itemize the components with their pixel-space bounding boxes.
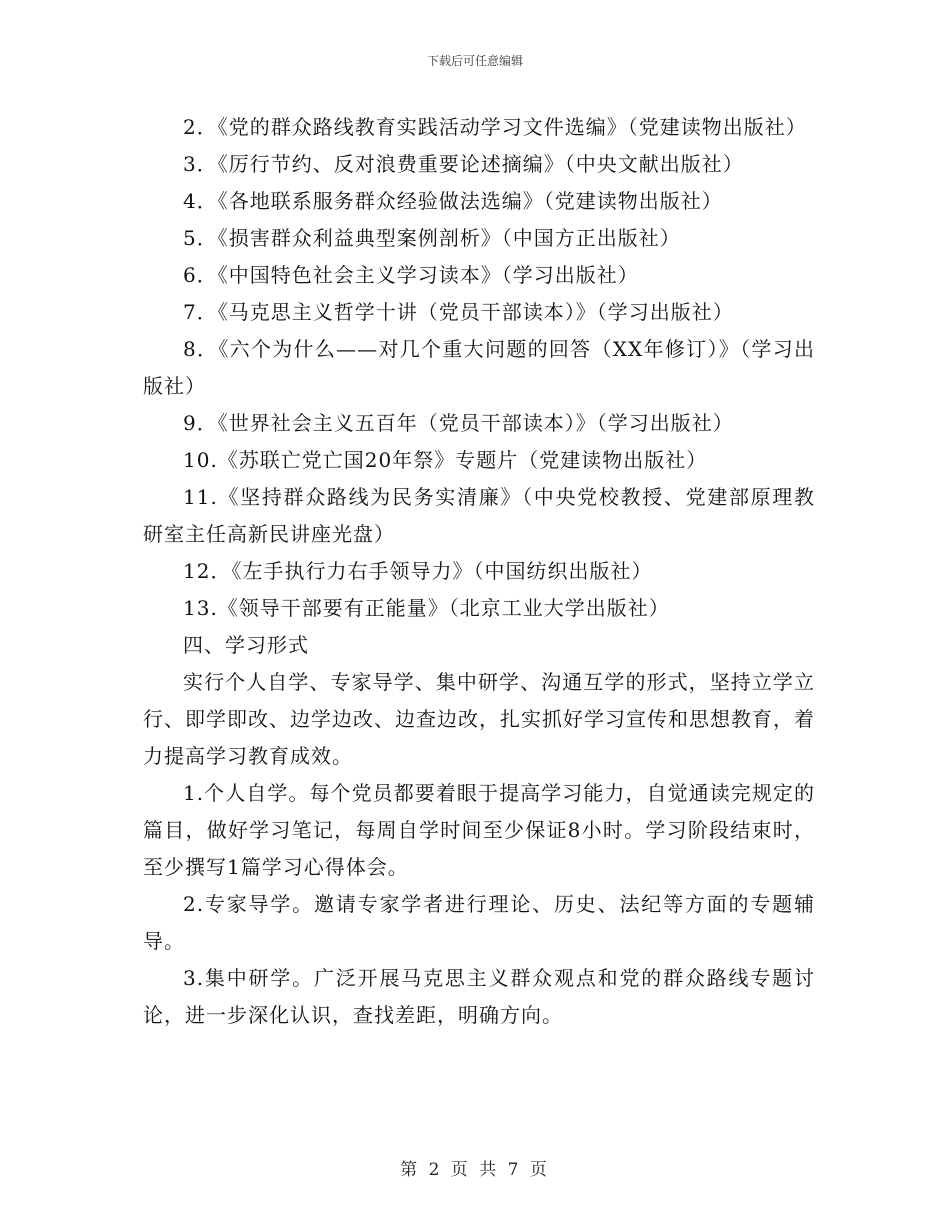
page-header: 下载后可任意编辑 xyxy=(426,54,523,68)
list-item-4: 4．《各地联系服务群众经验做法选编》（党建读物出版社） xyxy=(183,189,723,213)
list-item-11: 11.《坚持群众路线为民务实清廉》（中央党校教授、党建部原理教研室主任高新民讲座光盘） xyxy=(143,485,815,546)
body-paragraph: 实行个人自学、专家导学、集中研学、沟通互学的形式，坚持立学立行、即学即改、边学边改、边查边改，扎实抓好学习宣传和思想教育，着力提高学习教育成效。 xyxy=(143,670,815,768)
body-paragraph: 3.集中研学。广泛开展马克思主义群众观点和党的群众路线专题讨论，进一步深化认识，查找差距，明确方向。 xyxy=(143,966,815,1027)
list-item-10: 10.《苏联亡党亡国20年祭》专题片（党建读物出版社） xyxy=(183,448,708,472)
list-item-5: 5．《损害群众利益典型案例剖析》（中国方正出版社） xyxy=(183,226,681,250)
body-paragraph: 2.专家导学。邀请专家学者进行理论、历史、法纪等方面的专题辅导。 xyxy=(143,892,815,953)
section-heading: 四、学习形式 xyxy=(183,633,309,657)
list-item-6: 6．《中国特色社会主义学习读本》（学习出版社） xyxy=(183,263,639,287)
list-item-2: 2．《党的群众路线教育实践活动学习文件选编》（党建读物出版社） xyxy=(183,115,807,139)
list-item-9: 9．《世界社会主义五百年（党员干部读本）》（学习出版社） xyxy=(183,411,734,435)
page-number: 第 2 页 共 7 页 xyxy=(400,1160,550,1180)
list-item-12: 12．《左手执行力右手领导力》（中国纺织出版社） xyxy=(183,559,653,583)
body-paragraph: 1.个人自学。每个党员都要着眼于提高学习能力，自觉通读完规定的篇目，做好学习笔记，每周自学时间至少保证8小时。学习阶段结束时，至少撰写1篇学习心得体会。 xyxy=(143,781,815,879)
document-body xyxy=(143,109,815,1034)
list-item-3: 3．《厉行节约、反对浪费重要论述摘编》（中央文献出版社） xyxy=(183,152,744,176)
list-item-7: 7．《马克思主义哲学十讲（党员干部读本）》（学习出版社） xyxy=(183,300,734,324)
list-item-8: 8．《六个为什么——对几个重大问题的回答（XX年修订）》（学习出版社） xyxy=(143,337,815,398)
list-item-13: 13.《领导干部要有正能量》（北京工业大学出版社） xyxy=(183,596,670,620)
